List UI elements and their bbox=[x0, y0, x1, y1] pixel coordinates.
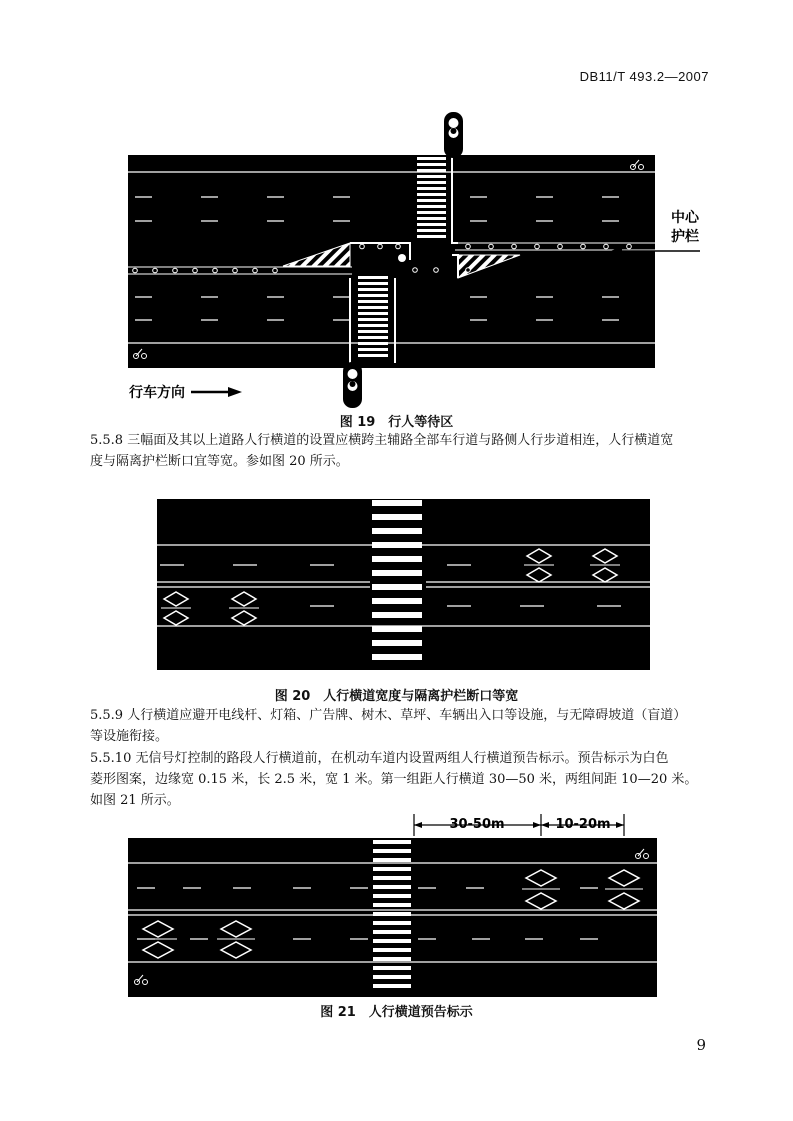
figure-21-caption: 图 21 人行横道预告标示 bbox=[320, 1005, 473, 1020]
traffic-light-bottom bbox=[343, 362, 362, 408]
figure-21 bbox=[0, 812, 793, 997]
paragraph-line: 度与隔离护栏断口宜等宽。参如图 20 所示。 bbox=[90, 454, 349, 469]
standard-code: DB11/T 493.2—2007 bbox=[579, 69, 709, 84]
figure-20-caption: 图 20 人行横道宽度与隔离护栏断口等宽 bbox=[274, 689, 519, 704]
paragraph-5-5-8 bbox=[90, 430, 712, 472]
paragraph-line: 菱形图案，边缘宽 0.15 米，长 2.5 米，宽 1 米。第一组距人行横道 30—50 米，两组间距 10—20 米。 bbox=[90, 772, 698, 787]
signal-post bbox=[398, 254, 406, 262]
figure-20 bbox=[0, 490, 793, 680]
road-surface bbox=[128, 155, 655, 368]
paragraph-line: 5.5.10 无信号灯控制的路段人行横道前，在机动车道内设置两组人行横道预告标示。预告标示为白色 bbox=[90, 751, 669, 766]
paragraph-line: 5.5.9 人行横道应避开电线杆、灯箱、广告牌、树木、草坪、车辆出入口等设施，与无障碍坡道（盲道） bbox=[90, 708, 687, 723]
paragraph-line: 如图 21 所示。 bbox=[90, 793, 180, 808]
guardrail-label-line2: 护栏 bbox=[671, 229, 699, 245]
dimension-label-1: 30-50m bbox=[449, 817, 505, 832]
paragraph-line: 等设施衔接。 bbox=[90, 729, 169, 744]
direction-label: 行车方向 bbox=[129, 385, 185, 401]
paragraph-line: 5.5.8 三幅面及其以上道路人行横道的设置应横跨主辅路全部车行道与路侧人行步道相连，人行横道宽 bbox=[90, 433, 674, 448]
figure-19-caption: 图 19 行人等待区 bbox=[339, 415, 454, 430]
paragraph-5-5-9 bbox=[90, 705, 712, 747]
figure-19 bbox=[0, 0, 793, 410]
dimension-label-2: 10-20m bbox=[555, 817, 611, 832]
page-number: 9 bbox=[696, 1036, 706, 1054]
guardrail-label-line1: 中心 bbox=[671, 210, 699, 226]
traffic-light-top bbox=[444, 112, 463, 158]
paragraph-5-5-10 bbox=[90, 748, 712, 811]
